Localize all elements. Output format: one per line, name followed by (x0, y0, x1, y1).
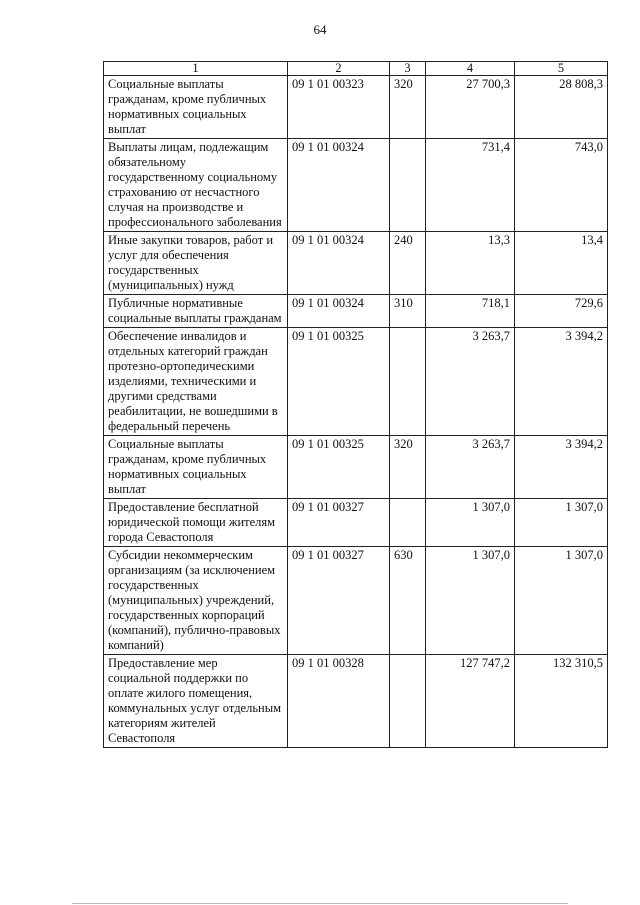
row-value-col4: 27 700,3 (426, 76, 515, 139)
row-code: 09 1 01 00328 (288, 655, 390, 748)
table-row (104, 547, 608, 655)
row-value-col4: 731,4 (426, 139, 515, 232)
table-header-row (104, 62, 608, 76)
row-name: Иные закупки товаров, работ и услуг для обеспечения государственных (муниципальных) нужд (104, 232, 288, 295)
row-value-col5: 1 307,0 (515, 547, 608, 655)
row-value-col5: 3 394,2 (515, 436, 608, 499)
row-code: 09 1 01 00324 (288, 295, 390, 328)
row-value-col4: 3 263,7 (426, 436, 515, 499)
row-type (390, 328, 426, 436)
row-code: 09 1 01 00327 (288, 547, 390, 655)
column-header-3: 3 (390, 62, 426, 76)
row-name: Субсидии некоммерческим организациям (за исключением государственных (муниципальных) учреждений, государственных корпораций (компаний), публично-правовых компаний) (104, 547, 288, 655)
row-value-col5: 729,6 (515, 295, 608, 328)
column-header-1: 1 (104, 62, 288, 76)
row-value-col4: 3 263,7 (426, 328, 515, 436)
page-number: 64 (313, 22, 327, 37)
row-code: 09 1 01 00325 (288, 436, 390, 499)
table-row (104, 295, 608, 328)
page-bottom-edge (72, 903, 568, 904)
row-code: 09 1 01 00325 (288, 328, 390, 436)
column-header-5: 5 (515, 62, 608, 76)
row-type (390, 655, 426, 748)
row-name: Выплаты лицам, подлежащим обязательному государственному социальному страхованию от несчастного случая на производстве и профессионального заболевания (104, 139, 288, 232)
row-name: Социальные выплаты гражданам, кроме публичных нормативных социальных выплат (104, 76, 288, 139)
row-type (390, 499, 426, 547)
row-name: Обеспечение инвалидов и отдельных категорий граждан протезно-ортопедическими изделиями, техническими и другими средствами реабилитации, не вошедшими в федеральный перечень (104, 328, 288, 436)
table-row (104, 436, 608, 499)
row-value-col5: 1 307,0 (515, 499, 608, 547)
table-row (104, 76, 608, 139)
row-value-col4: 1 307,0 (426, 499, 515, 547)
row-type (390, 139, 426, 232)
row-type: 320 (390, 76, 426, 139)
row-value-col5: 3 394,2 (515, 328, 608, 436)
row-name: Предоставление мер социальной поддержки по оплате жилого помещения, коммунальных услуг отдельным категориям жителей Севастополя (104, 655, 288, 748)
table-row (104, 232, 608, 295)
column-header-4: 4 (426, 62, 515, 76)
table-row (104, 328, 608, 436)
row-type: 630 (390, 547, 426, 655)
row-type: 320 (390, 436, 426, 499)
row-value-col5: 743,0 (515, 139, 608, 232)
row-value-col4: 127 747,2 (426, 655, 515, 748)
table-row (104, 499, 608, 547)
column-header-2: 2 (288, 62, 390, 76)
row-value-col5: 28 808,3 (515, 76, 608, 139)
row-type: 310 (390, 295, 426, 328)
table-row (104, 139, 608, 232)
row-name: Предоставление бесплатной юридической помощи жителям города Севастополя (104, 499, 288, 547)
row-code: 09 1 01 00324 (288, 139, 390, 232)
row-value-col5: 132 310,5 (515, 655, 608, 748)
row-value-col4: 718,1 (426, 295, 515, 328)
row-value-col5: 13,4 (515, 232, 608, 295)
row-name: Социальные выплаты гражданам, кроме публичных нормативных социальных выплат (104, 436, 288, 499)
budget-table (103, 61, 608, 748)
row-type: 240 (390, 232, 426, 295)
row-code: 09 1 01 00324 (288, 232, 390, 295)
row-code: 09 1 01 00323 (288, 76, 390, 139)
row-name: Публичные нормативные социальные выплаты гражданам (104, 295, 288, 328)
row-value-col4: 1 307,0 (426, 547, 515, 655)
table-row (104, 655, 608, 748)
row-code: 09 1 01 00327 (288, 499, 390, 547)
row-value-col4: 13,3 (426, 232, 515, 295)
